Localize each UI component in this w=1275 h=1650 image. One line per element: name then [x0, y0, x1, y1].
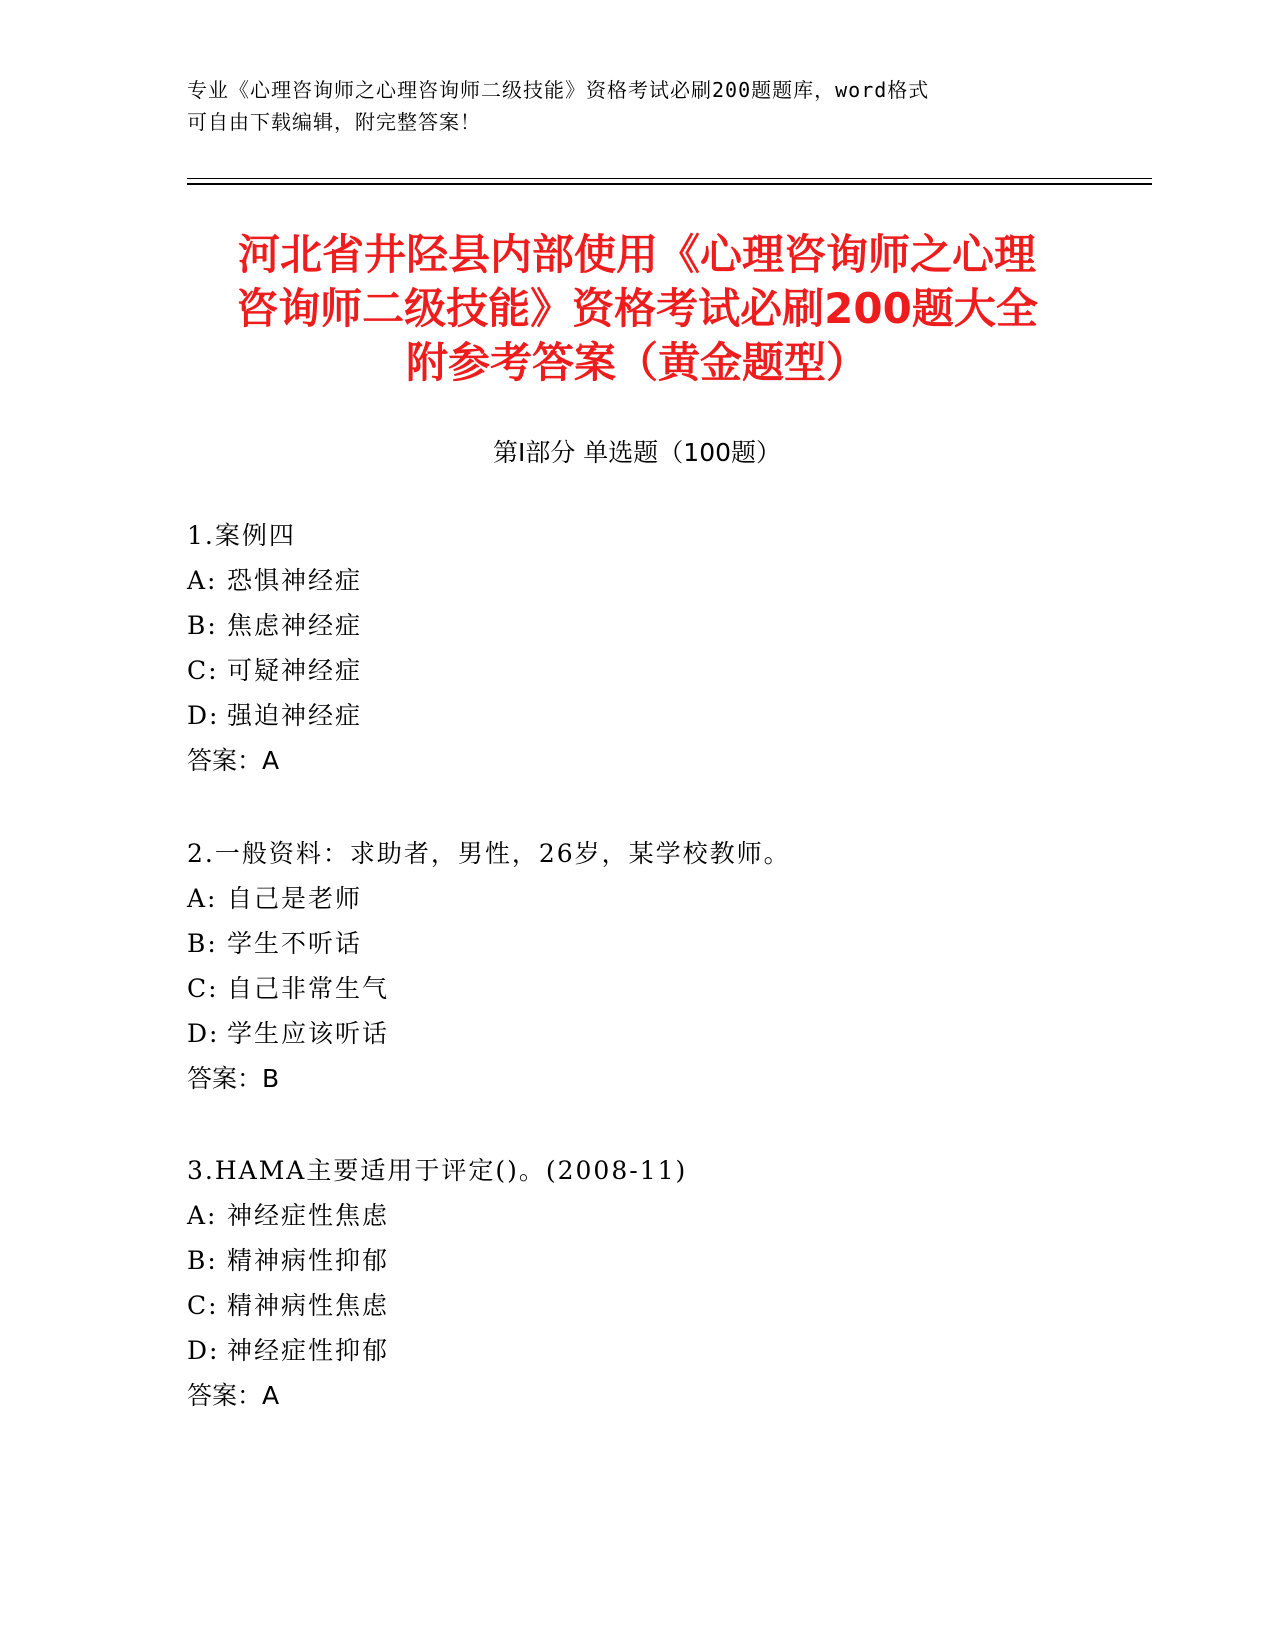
option-text: 神经症性焦虑	[227, 1201, 390, 1230]
option-letter: B:	[187, 1246, 218, 1275]
option-letter: C:	[187, 656, 219, 685]
section-title: 第Ⅰ部分 单选题（100题）	[492, 438, 782, 467]
option-b	[187, 603, 1087, 648]
option-d	[187, 1011, 1087, 1056]
question-2	[187, 831, 1087, 1101]
option-c	[187, 966, 1087, 1011]
option-text: 精神病性抑郁	[227, 1246, 390, 1275]
option-text: 焦虑神经症	[227, 611, 363, 640]
option-b	[187, 921, 1087, 966]
option-text: 学生不听话	[227, 929, 363, 958]
option-text: 精神病性焦虑	[227, 1291, 390, 1320]
header-line-1: 专业《心理咨询师之心理咨询师二级技能》资格考试必刷200题题库，word格式	[187, 78, 930, 102]
option-a	[187, 876, 1087, 921]
option-letter: A:	[187, 1201, 218, 1230]
question-1	[187, 513, 1087, 783]
question-stem: 1.案例四	[187, 521, 296, 550]
header-divider-thin	[187, 178, 1152, 179]
document-title	[187, 228, 1087, 390]
option-letter: B:	[187, 611, 218, 640]
option-c	[187, 648, 1087, 693]
option-a	[187, 558, 1087, 603]
option-text: 学生应该听话	[227, 1019, 390, 1048]
header-divider-thick	[187, 183, 1152, 185]
option-letter: B:	[187, 929, 218, 958]
option-text: 可疑神经症	[227, 656, 363, 685]
answer-line: 答案：A	[187, 1381, 280, 1410]
option-text: 神经症性抑郁	[227, 1336, 390, 1365]
option-letter: C:	[187, 1291, 219, 1320]
option-d	[187, 693, 1087, 738]
option-c	[187, 1283, 1087, 1328]
option-letter: A:	[187, 566, 218, 595]
title-line-3: 附参考答案（黄金题型）	[405, 338, 868, 387]
option-letter: D:	[187, 701, 220, 730]
option-text: 自己是老师	[227, 884, 363, 913]
header-line-2: 可自由下载编辑，附完整答案！	[187, 110, 481, 134]
option-letter: C:	[187, 974, 219, 1003]
option-b	[187, 1238, 1087, 1283]
option-text: 恐惧神经症	[227, 566, 363, 595]
option-d	[187, 1328, 1087, 1373]
title-line-2: 咨询师二级技能》资格考试必刷200题大全	[236, 284, 1038, 333]
option-letter: D:	[187, 1336, 220, 1365]
option-letter: D:	[187, 1019, 220, 1048]
answer-line: 答案：B	[187, 1064, 280, 1093]
option-text: 强迫神经症	[227, 701, 363, 730]
answer-line: 答案：A	[187, 746, 280, 775]
title-line-1: 河北省井陉县内部使用《心理咨询师之心理	[237, 230, 1036, 279]
question-stem: 3.HAMA主要适用于评定()。(2008-11)	[187, 1156, 688, 1185]
option-a	[187, 1193, 1087, 1238]
document-header	[187, 74, 1087, 138]
question-3	[187, 1148, 1087, 1418]
question-stem: 2.一般资料：求助者，男性，26岁，某学校教师。	[187, 839, 791, 868]
option-letter: A:	[187, 884, 218, 913]
option-text: 自己非常生气	[227, 974, 390, 1003]
